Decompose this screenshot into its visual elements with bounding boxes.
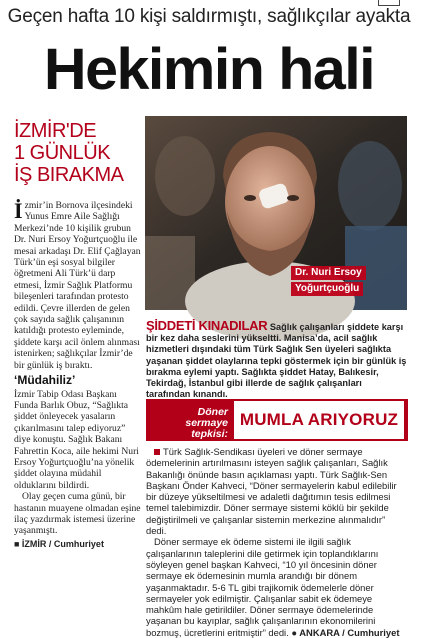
side-heading-line-3: İŞ BIRAKMA <box>14 164 124 186</box>
left-para-2: İzmir Tabip Odası Başkanı Funda Barlık Obuz, “Sağlıkta şiddet önleyecek yasaların çıkarılmasını talep ediyoruz” diye konuştu. Sağlık Bakanı Fahrettin Koca, aile hekimi Nuri Ersoy Yoğurtçuoğlu’na yönelik şiddet olayına müdahil olduklarını bildirdi. <box>14 388 139 491</box>
square-bullet-icon <box>154 449 160 455</box>
lower-para-2-text: Döner sermaye ek ödeme sistemi ile ilgili sağlık çalışanlarının taleplerini dile getirmek için toplandıklarını söyleyen genel başkan Kahveci, “10 yıl öncesinin döner sermaye ek ödemesinin mumla arandığı bir dönem yaşanmaktadır. 5-6 TL gibi trajikomik ödemelerle döner sermayeler yok edilmiştir. Çalışanlar sabit ek ödemeye mahkûm hale getirildiler. Döner sermaye ödemelerinde yaşanan bu kayıplar, sağlık çalışanlarının ekonomilerini bozmuş, ücretlerini eritmiştir” dedi. <box>146 536 379 638</box>
condemnation-box <box>146 320 408 400</box>
headline: Hekimin hali <box>43 37 375 102</box>
left-para-3: Olay geçen cuma günü, bir hastanın muayene olmadan eşine ilaç yazdırmak istemesi üzerine yaşanmıştı. <box>14 491 141 537</box>
badge-label-line-3: tepkisi: <box>191 427 228 440</box>
left-byline: ■ İZMİR / Cumhuriyet <box>14 538 104 549</box>
photo-caption-surname: Yoğurtçuoğlu <box>291 282 363 296</box>
photo-caption <box>291 264 366 296</box>
condemnation-text: Sağlık çalışanları şiddete karşı bir kez daha seslerini yükseltti. Manisa’da, acil sağlık hizmetleri dışındaki tüm Türk Sağlık Sen üyeleri sağlıkta yaşanan şiddet olaylarına tepki göstermek için bir günlük iş bırakma eylemi yaptı. Sağlıkta şiddet Hatay, Balıkesir, Tekirdağ, İstanbul gibi illerde de sağlık çalışanları tarafından kınandı. <box>146 322 407 400</box>
photo-illustration <box>145 116 407 310</box>
lower-para-1-text: Türk Sağlık-Sendikası üyeleri ve döner sermaye ödemelerinin artırılmasını isteyen sağlık çalışanları, Sağlık Bakanlığı önünde basın açıklaması yaptı. Türk Sağlık-Sen Başkanı Önder Kahveci, “Döner sermayelerin kabul edilebilir bir düzeye yükseltilmesi ve adaletli dağıtımın tesis edilmesi temel talebimizdir. Döner sermaye sistemi köklü bir şekilde değiştirilmeli ve çalışanlar sistemin merkezine alınmalıdır” dedi. <box>146 446 397 537</box>
side-heading <box>14 120 140 186</box>
left-column-article <box>14 200 142 550</box>
side-heading-line-1: İZMİR'DE <box>14 120 97 142</box>
badge-title: MUMLA ARIYORUZ <box>234 401 404 439</box>
badge-label <box>146 401 234 440</box>
lower-article <box>146 446 408 638</box>
badge-label-line-2: sermaye <box>185 416 228 429</box>
lower-para-1 <box>146 446 408 536</box>
condemnation-lead: ŞİDDETİ KINADILAR <box>146 318 268 333</box>
lower-byline: ● ANKARA / Cumhuriyet <box>291 626 400 638</box>
left-para-1-text: zmir’in Bornova ilçesindeki Yunus Emre Aile Sağlığı Merkezi’nde 10 kişilik grubun Dr. Nuri Ersoy Yoğurtçuoğlu ile mesai arkadaşı Dr. Elif Çağlayan Türk’ün eşi sosyal bilgiler öğretmeni Ali Türk’ü darp etmesi, İzmir Sağlık Platformu bileşenleri tarafından protesto edildi. Çevre illerden de gelen çok sayıda sağlık çalışanının katıldığı protesto eyleminde, şiddete karşı acil önlem alınması istenirken; sağlıkçılar İzmir’de bir günlük iş bıraktı. <box>14 200 141 371</box>
badge-label-line-1: Döner <box>197 405 228 418</box>
section-badge <box>146 399 408 441</box>
left-subheading: ‘Müdahiliz’ <box>14 373 76 388</box>
drop-cap: İ <box>14 198 23 223</box>
side-heading-line-2: 1 GÜNLÜK <box>14 142 111 164</box>
kicker: Geçen hafta 10 kişi saldırmıştı, sağlıkçılar ayakta <box>7 6 411 27</box>
news-photo <box>145 116 407 310</box>
left-para-1 <box>14 200 142 371</box>
photo-caption-name: Dr. Nuri Ersoy <box>291 266 366 280</box>
lower-para-2 <box>146 536 408 638</box>
